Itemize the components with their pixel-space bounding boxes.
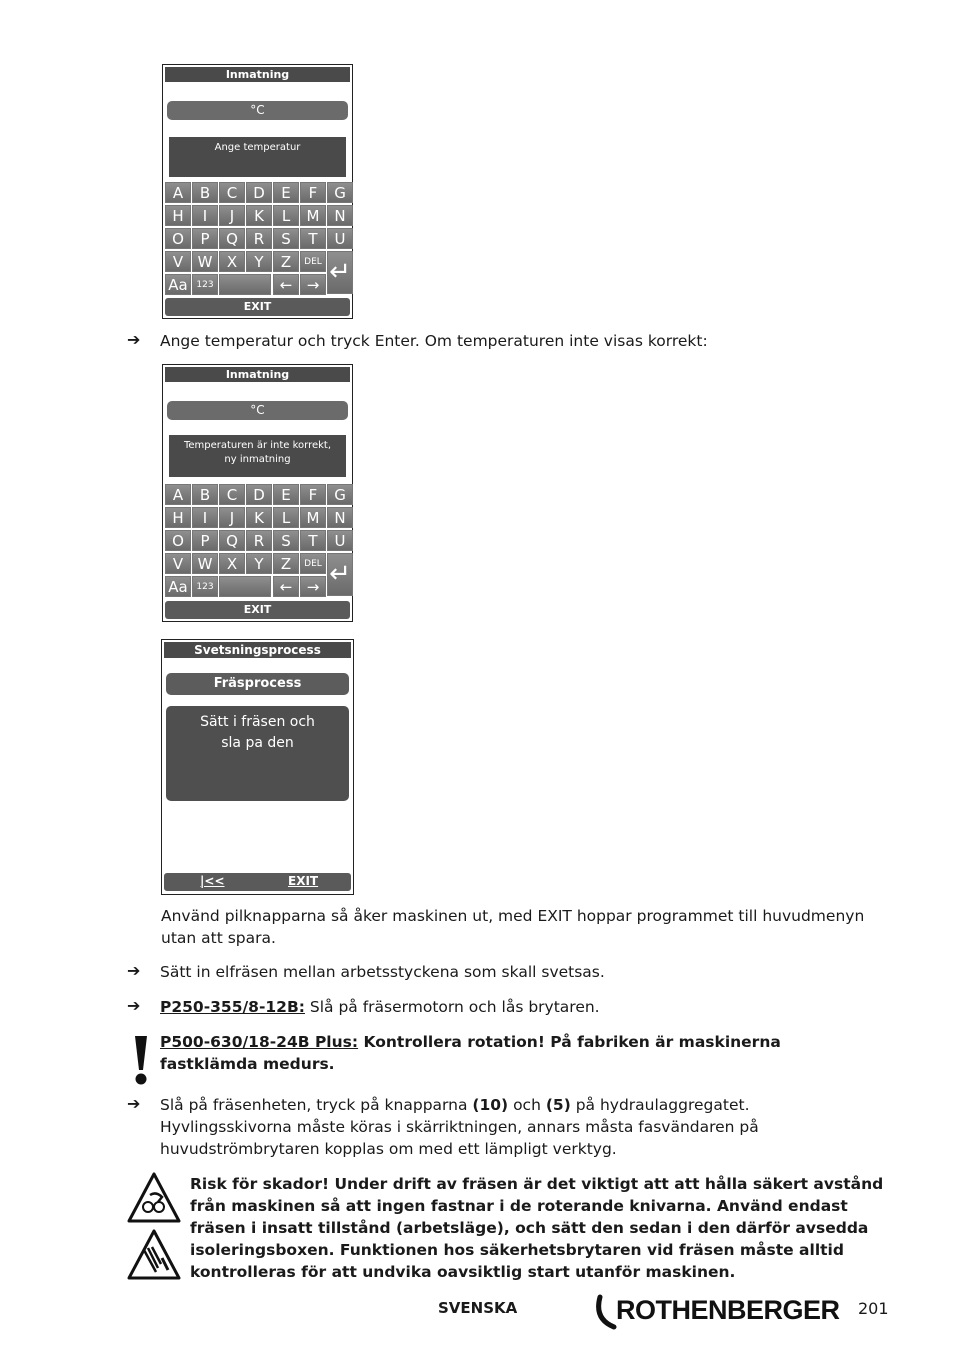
message-line-1: Sätt i fräsen och [200, 714, 315, 730]
screen-message [166, 706, 349, 801]
button-number-5: (5) [545, 1096, 571, 1114]
enter-key[interactable]: ↵ [327, 553, 353, 596]
key-q[interactable]: Q [219, 530, 245, 551]
rothenberger-logo [594, 1293, 840, 1333]
key-d[interactable]: D [246, 484, 272, 505]
key-y[interactable]: Y [246, 251, 272, 272]
delete-key[interactable]: DEL [300, 251, 326, 272]
brand-name: ROTHENBERGER [616, 1295, 840, 1325]
model-label: P250-355/8-12B: [160, 998, 305, 1016]
footer-language: SVENSKA [438, 1299, 518, 1317]
screen-welding-process [161, 639, 354, 895]
key-z[interactable]: Z [273, 251, 299, 272]
screen-title: Svetsningsprocess [164, 642, 351, 658]
key-d[interactable]: D [246, 182, 272, 203]
case-toggle-key[interactable]: Aa [165, 274, 191, 295]
key-z[interactable]: Z [273, 553, 299, 574]
key-q[interactable]: Q [219, 228, 245, 249]
key-i[interactable]: I [192, 507, 218, 528]
message-line-2: sla pa den [221, 735, 294, 751]
screen-input-temperature-retry [162, 364, 353, 622]
step-4-part: och [508, 1096, 546, 1114]
key-n[interactable]: N [327, 507, 353, 528]
numeric-mode-key[interactable]: 123 [192, 576, 218, 597]
arrow-bullet-icon: ➔ [127, 961, 141, 980]
numeric-mode-key[interactable]: 123 [192, 274, 218, 295]
key-o[interactable]: O [165, 228, 191, 249]
key-b[interactable]: B [192, 182, 218, 203]
delete-key[interactable]: DEL [300, 553, 326, 574]
key-o[interactable]: O [165, 530, 191, 551]
key-c[interactable]: C [219, 484, 245, 505]
key-i[interactable]: I [192, 205, 218, 226]
key-v[interactable]: V [165, 553, 191, 574]
danger-warning-text: Risk för skador! Under drift av fräsen är det viktigt att att hålla säkert avstånd från maskinen så att ingen fastnar i de roterande knivarna. Använd endast fräsen i insatt tillstånd (arbetsläge), och sätt den sedan i den därför avsedda isoleringsboxen. Funktionen hos säkerhetsbrytaren vid fräsen måste alltid kontrolleras för att undvika oavsiktlig start utanför maskinen. [190, 1175, 884, 1281]
key-r[interactable]: R [246, 530, 272, 551]
screen-title: Inmatning [165, 67, 350, 82]
key-m[interactable]: M [300, 205, 326, 226]
key-n[interactable]: N [327, 205, 353, 226]
key-j[interactable]: J [219, 507, 245, 528]
key-e[interactable]: E [273, 484, 299, 505]
key-j[interactable]: J [219, 205, 245, 226]
message-line-2: ny inmatning [224, 454, 291, 465]
key-a[interactable]: A [165, 484, 191, 505]
key-y[interactable]: Y [246, 553, 272, 574]
key-f[interactable]: F [300, 182, 326, 203]
space-key[interactable] [219, 274, 271, 295]
enter-key[interactable]: ↵ [327, 251, 353, 294]
exit-button[interactable]: EXIT [165, 601, 350, 619]
key-l[interactable]: L [273, 507, 299, 528]
unit-display: °C [167, 401, 348, 420]
key-s[interactable]: S [273, 530, 299, 551]
screen-footer-bar [164, 873, 351, 891]
key-t[interactable]: T [300, 228, 326, 249]
key-u[interactable]: U [327, 228, 353, 249]
cursor-left-key[interactable]: ← [273, 274, 299, 295]
page-number: 201 [858, 1299, 889, 1318]
step-4-part: på hydraulaggregatet. Hyvlingsskivorna måste köras i skärriktningen, annars måsta fasvändaren på huvudströmbrytaren kopplas om med ett lämpligt verktyg. [160, 1096, 759, 1158]
step-3-body: Slå på fräsermotorn och lås brytaren. [304, 998, 600, 1016]
arrow-bullet-icon: ➔ [127, 1094, 141, 1113]
unit-display: °C [167, 101, 348, 120]
process-label: Fräsprocess [166, 673, 349, 695]
arrow-bullet-icon: ➔ [127, 330, 141, 349]
arrow-keys-paragraph: Använd pilknapparna så åker maskinen ut, med EXIT hoppar programmet till huvudmenyn utan att spara. [161, 907, 865, 947]
key-l[interactable]: L [273, 205, 299, 226]
key-w[interactable]: W [192, 251, 218, 272]
key-b[interactable]: B [192, 484, 218, 505]
key-k[interactable]: K [246, 205, 272, 226]
space-key[interactable] [219, 576, 271, 597]
key-c[interactable]: C [219, 182, 245, 203]
screen-message: Ange temperatur [169, 137, 346, 177]
button-number-10: (10) [472, 1096, 509, 1114]
screen-message [169, 435, 346, 477]
step-4-text [160, 1094, 878, 1160]
cursor-right-key[interactable]: → [300, 274, 326, 295]
hand-entanglement-warning-icon [126, 1171, 182, 1225]
step-1-text: Ange temperatur och tryck Enter. Om temperaturen inte visas korrekt: [160, 332, 708, 350]
cutting-blade-warning-icon [126, 1228, 182, 1282]
key-k[interactable]: K [246, 507, 272, 528]
key-e[interactable]: E [273, 182, 299, 203]
on-screen-keyboard [165, 484, 352, 597]
exit-button[interactable]: EXIT [288, 874, 319, 888]
arrow-bullet-icon: ➔ [127, 996, 141, 1015]
exclamation-warning-icon [132, 1034, 150, 1086]
key-x[interactable]: X [219, 553, 245, 574]
case-toggle-key[interactable]: Aa [165, 576, 191, 597]
key-t[interactable]: T [300, 530, 326, 551]
key-m[interactable]: M [300, 507, 326, 528]
key-f[interactable]: F [300, 484, 326, 505]
step-4-part: Slå på fräsenheten, tryck på knapparna [160, 1096, 473, 1114]
key-u[interactable]: U [327, 530, 353, 551]
key-g[interactable]: G [327, 484, 353, 505]
key-r[interactable]: R [246, 228, 272, 249]
key-s[interactable]: S [273, 228, 299, 249]
key-p[interactable]: P [192, 530, 218, 551]
key-v[interactable]: V [165, 251, 191, 272]
key-a[interactable]: A [165, 182, 191, 203]
model-label: P500-630/18-24B Plus: [160, 1033, 359, 1051]
key-x[interactable]: X [219, 251, 245, 272]
message-line-1: Temperaturen är inte korrekt, [183, 440, 332, 451]
key-p[interactable]: P [192, 228, 218, 249]
step-2-text: Sätt in elfräsen mellan arbetsstyckena som skall svetsas. [160, 963, 605, 981]
exit-button[interactable]: EXIT [165, 298, 350, 316]
key-w[interactable]: W [192, 553, 218, 574]
screen-title: Inmatning [165, 367, 350, 382]
on-screen-keyboard [165, 182, 352, 295]
cursor-left-key[interactable]: ← [273, 576, 299, 597]
key-h[interactable]: H [165, 205, 191, 226]
cursor-right-key[interactable]: → [300, 576, 326, 597]
step-3-text [160, 996, 860, 1018]
key-h[interactable]: H [165, 507, 191, 528]
back-button[interactable]: |<< [200, 874, 225, 888]
warning-body: Kontrollera rotation! På fabriken är maskinerna fastklämda medurs. [160, 1033, 781, 1073]
key-g[interactable]: G [327, 182, 353, 203]
rotation-warning-text [160, 1031, 880, 1075]
screen-input-temperature [162, 64, 353, 319]
